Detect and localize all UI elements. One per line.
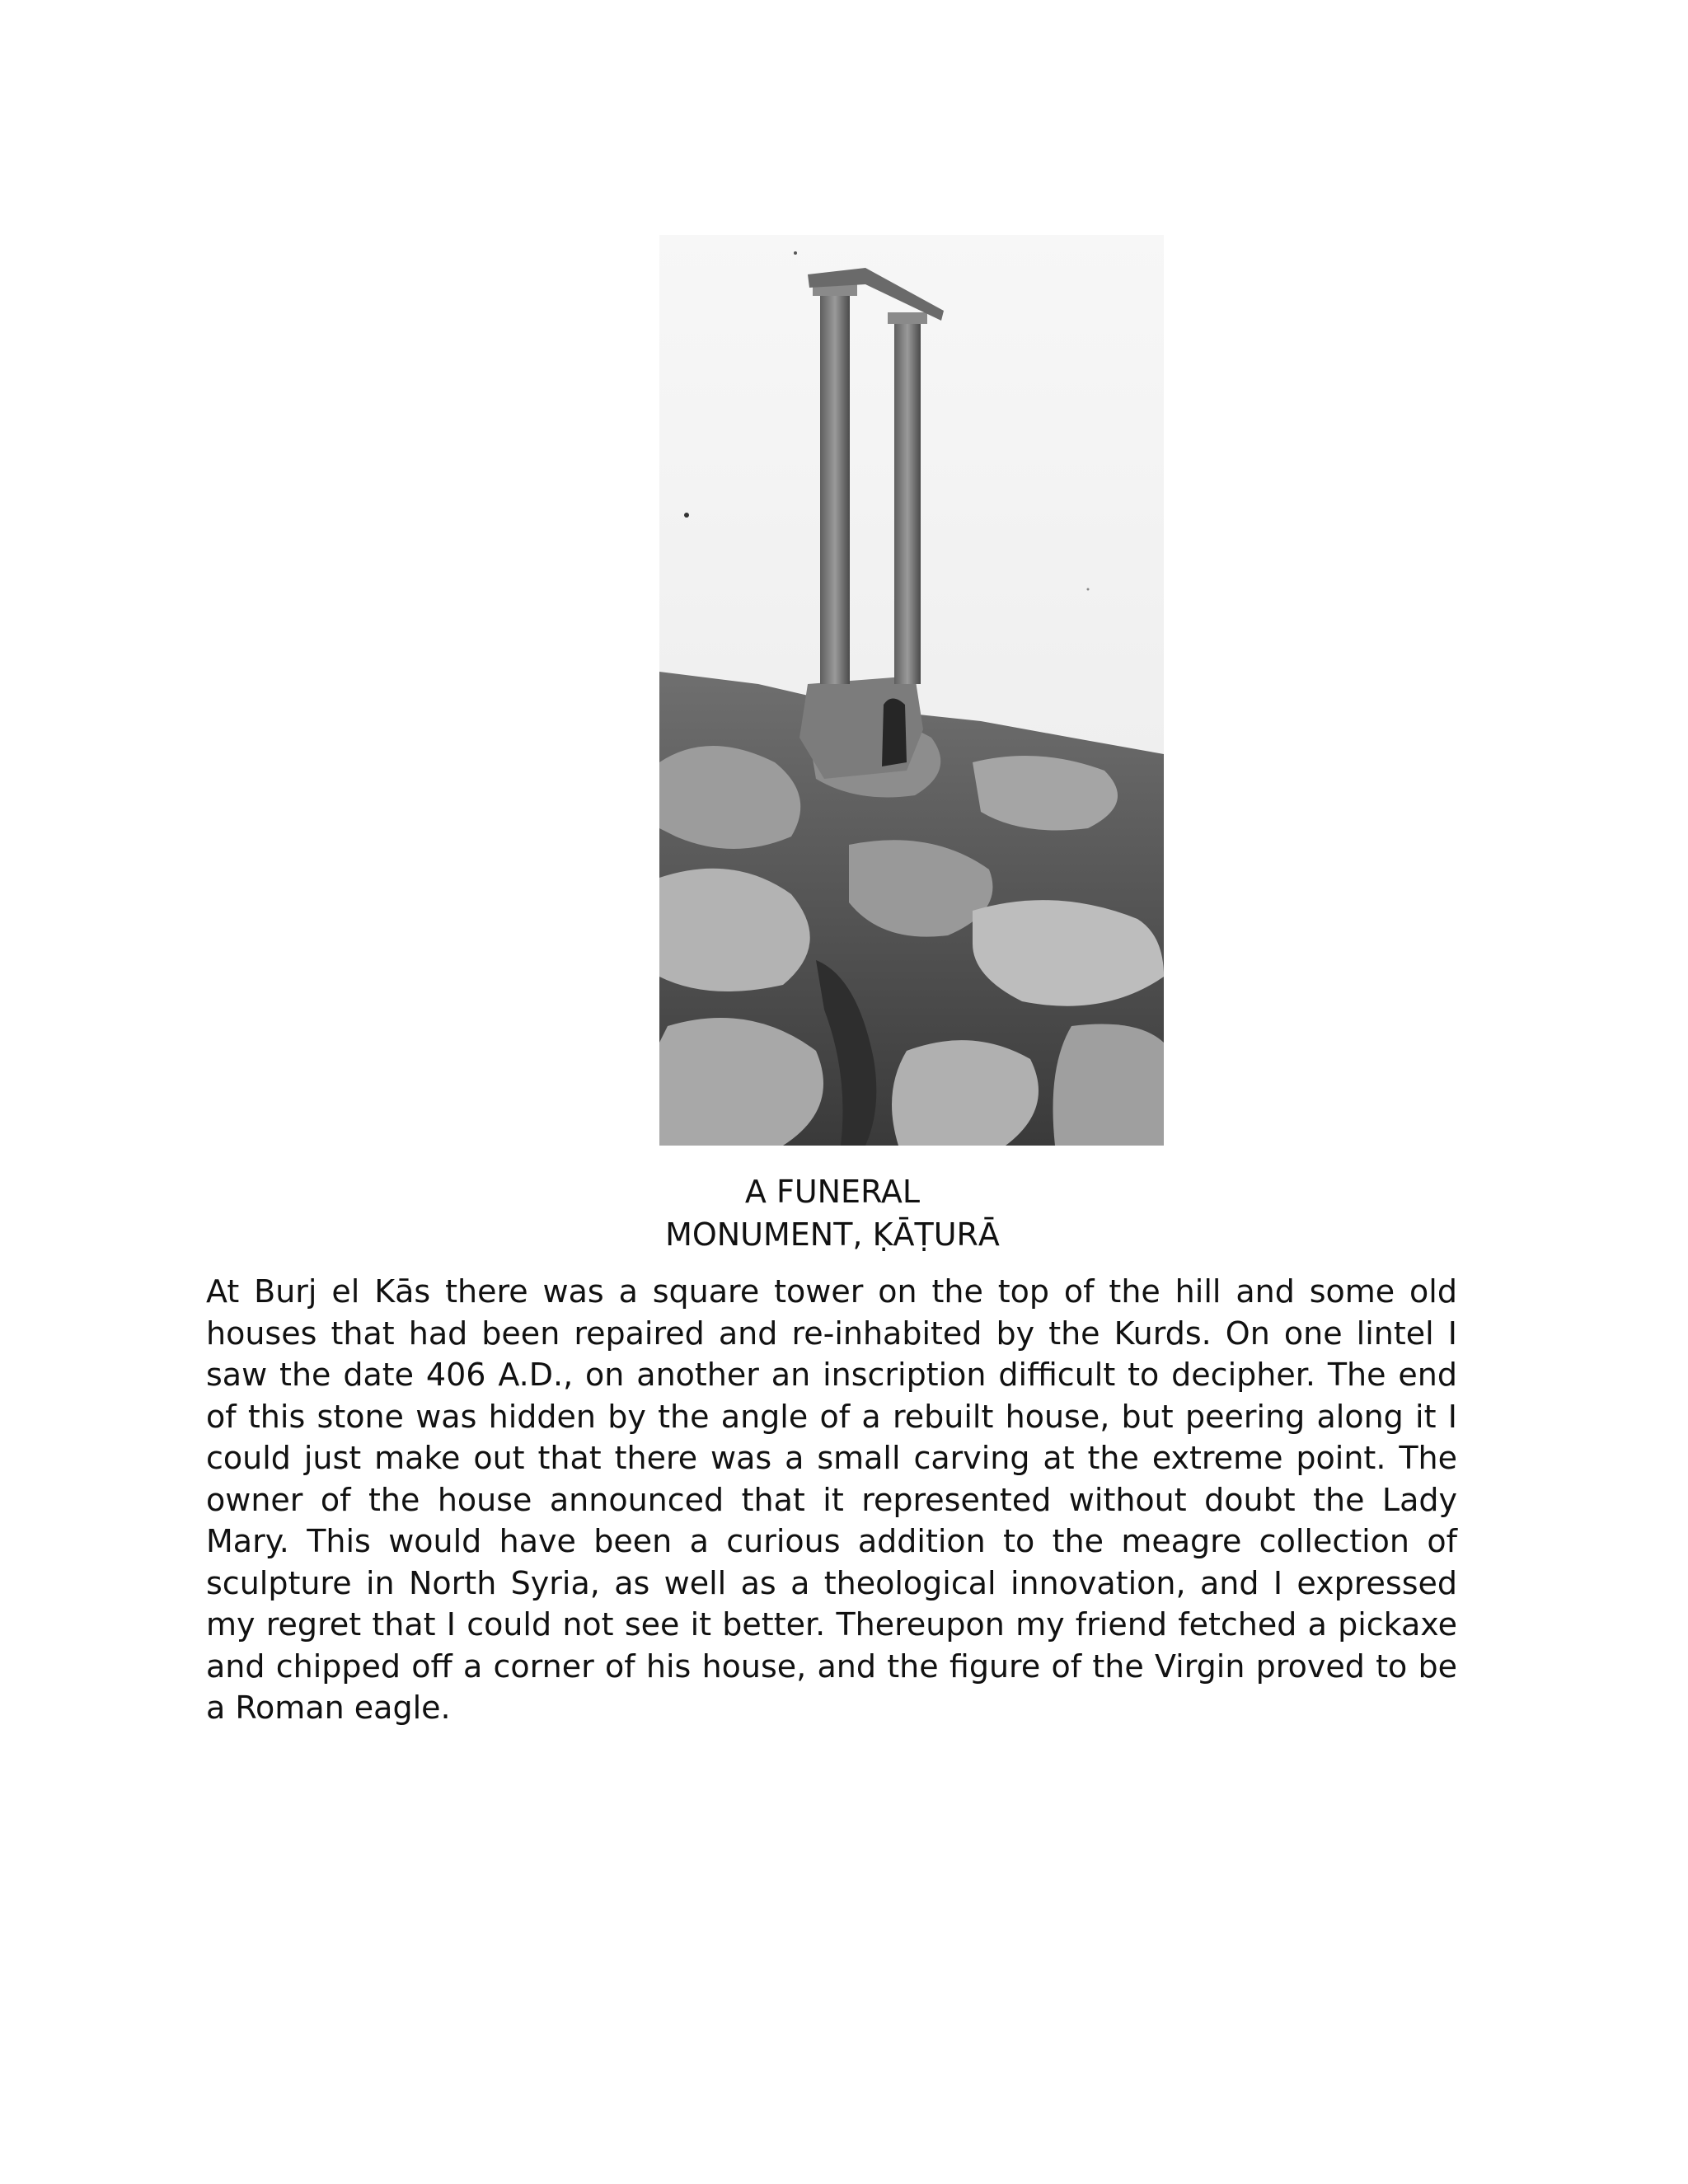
- caption-line-2: MONUMENT, ḲĀṬURĀ: [665, 1216, 1000, 1253]
- rock: [892, 1040, 1039, 1146]
- base-opening: [882, 699, 907, 767]
- speck: [1087, 588, 1090, 591]
- column-left: [820, 293, 850, 684]
- speck: [794, 251, 797, 255]
- photo-illustration: [659, 235, 1164, 1146]
- capital-right: [888, 312, 927, 324]
- speck: [684, 513, 689, 518]
- funeral-monument-photo: [659, 235, 1164, 1146]
- body-paragraph: At Burj el Kās there was a square tower on the top of the hill and some old houses that had been repaired and re-inhabited by the Kurds. On one lintel I saw the date 406 A.D., on another an inscription difficult to decipher. The end of this stone was hidden by the angle of a rebuilt house, but peering along it I could just make out that there was a small carving at the extreme point. The owner of the house announced that it represented without doubt the Lady Mary. This would have been a curious addition to the meagre collection of sculpture in North Syria, as well as a theological innovation, and I expressed my regret that I could not see it better. Thereupon my friend fetched a pickaxe and chipped off a corner of his house, and the figure of the Virgin proved to be a Roman eagle.: [206, 1273, 1457, 1726]
- figure-caption: [577, 1170, 1088, 1256]
- rock: [1053, 1024, 1165, 1146]
- caption-line-1: A FUNERAL: [744, 1174, 921, 1210]
- column-right: [894, 321, 921, 684]
